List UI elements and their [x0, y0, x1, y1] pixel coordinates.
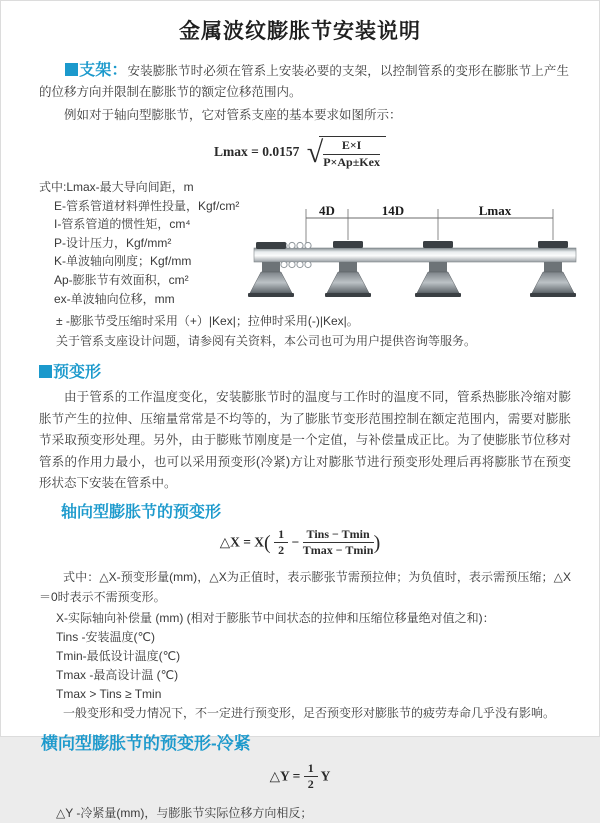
axial-formula-explanation: 式中：△X-预变形量(mm)，△X为正值时，表示膨张节需预拉伸；为负值时，表示需预压缩；△X＝0时表示不需预变形。	[39, 569, 571, 604]
radical-content	[319, 136, 386, 170]
definition-line: P-设计压力，Kgf/mm²	[54, 235, 172, 250]
support-example-line: 例如对于轴向型膨胀节，它对管系支座的基本要求如图所示：	[64, 108, 402, 122]
left-paren: (	[264, 531, 271, 554]
axial-predeform-formula	[1, 528, 599, 562]
lateral-note-line: △Y -冷紧量(mm)，与膨胀节实际位移方向相反；	[56, 805, 313, 820]
definition-line: K-单波轴向刚度；Kgf/mm	[54, 254, 192, 269]
support-note-line: 关于管系支座设计问题，请参阅有关资料，本公司也可为用户提供咨询等服务。	[56, 334, 477, 348]
support-section-label: 支架：	[79, 62, 128, 79]
page-title: 金属波纹膨胀节安装说明	[179, 20, 421, 43]
dimension-label-14d: 14D	[381, 203, 405, 218]
lateral-half-fraction	[304, 762, 318, 793]
support-section-header	[65, 64, 127, 78]
axial-closing-line: 一般变形和受力情况下，不一定进行预变形，足否预变形对膨胀节的疲劳寿命几乎没有影响。	[63, 705, 556, 720]
section-marker-icon	[39, 365, 52, 378]
lateral-denominator: 2	[307, 777, 314, 792]
half-fraction	[274, 528, 288, 559]
support-intro-text: 安装膨胀节时必须在管系上安装必要的支架，以控制管系的变形在膨胀节上产生的位移方向并限制在膨胀节的额定位移范围内。	[39, 64, 569, 99]
lateral-predeform-formula	[1, 762, 599, 792]
lateral-formula-lhs: △Y =	[269, 767, 301, 783]
definitions-and-diagram	[39, 178, 599, 311]
definition-line: ex-单波轴向位移，mm	[54, 291, 175, 306]
right-paren: )	[373, 531, 381, 554]
lmax-formula-lhs: Lmax = 0.0157	[214, 144, 300, 160]
lmax-fraction-denominator: P×Ap±Kex	[323, 155, 380, 169]
lmax-formula	[1, 136, 599, 174]
axial-formula-lhs: △X = X	[219, 533, 265, 549]
pipe-support-diagram	[251, 202, 591, 311]
half-denominator: 2	[278, 543, 285, 558]
axial-variable-lines	[56, 609, 599, 704]
section-marker-icon	[65, 63, 78, 76]
axial-predeform-heading: 轴向型膨胀节的预变形	[61, 503, 222, 521]
half-numerator: 1	[274, 528, 288, 544]
variable-line: Tmax -最高设计温 (℃)	[56, 667, 179, 682]
variable-line: X-实际轴向补偿量 (mm) (相对于膨胀节中间状态的拉伸和压缩位移量绝对值之和)：	[56, 610, 495, 625]
formula-definitions-list	[39, 178, 251, 311]
definition-line: I-管系管道的惯性矩，cm⁴	[54, 217, 191, 232]
support-intro-paragraph	[39, 60, 569, 103]
plusminus-note-line: ± -膨胀节受压缩时采用（+）|Kex|；拉伸时采用(-)|Kex|。	[56, 314, 359, 328]
definition-line: Ap-膨胀节有效面积，cm²	[54, 272, 189, 287]
dimension-lines	[306, 209, 553, 244]
radical-sign: √	[306, 136, 324, 169]
variable-line: Tmax > Tins ≥ Tmin	[56, 686, 162, 701]
predeform-paragraph: 由于管系的工作温度变化，安装膨胀节时的温度与工作时的温度不同，管系热膨胀冷缩对膨胀节产生的拉伸、压缩量常常是不均等的，为了膨胀节变形范围控制在额定范围内，需要对膨胀节采取预变形处理。另外，由于膨账节刚度是一个定值，与补偿量成正比。为了使膨胀节位移对管系的作用力最小，也可以采用预变形(冷紧)方让对膨胀节进行预变形处理后再将膨胀节在预变形状态下安装在管系中。	[39, 390, 571, 490]
lateral-predeform-heading: 横向型膨胀节的预变形-冷紧	[41, 733, 251, 753]
dimension-label-4d: 4D	[319, 203, 335, 218]
temperature-fraction	[303, 528, 374, 559]
lateral-numerator: 1	[304, 762, 318, 778]
temperature-numerator: Tins − Tmin	[303, 528, 374, 544]
predeform-section-header	[39, 359, 599, 382]
lmax-fraction-numerator: E×I	[323, 139, 380, 155]
pipe	[254, 248, 576, 262]
definition-line: 式中:Lmax-最大导向间距，m	[39, 180, 194, 194]
variable-line: Tmin-最低设计温度(℃)	[56, 648, 181, 663]
lmax-fraction	[323, 139, 380, 170]
definition-line: E-管系管道材料弹性投量，Kgf/cm²	[54, 198, 240, 213]
variable-line: Tins -安装温度(℃)	[56, 629, 156, 644]
temperature-denominator: Tmax − Tmin	[302, 543, 374, 558]
predeform-section-label: 预变形	[53, 364, 102, 381]
lateral-formula-rhs: Y	[320, 767, 331, 783]
dimension-label-lmax: Lmax	[478, 203, 512, 218]
minus-operator: −	[291, 533, 300, 549]
